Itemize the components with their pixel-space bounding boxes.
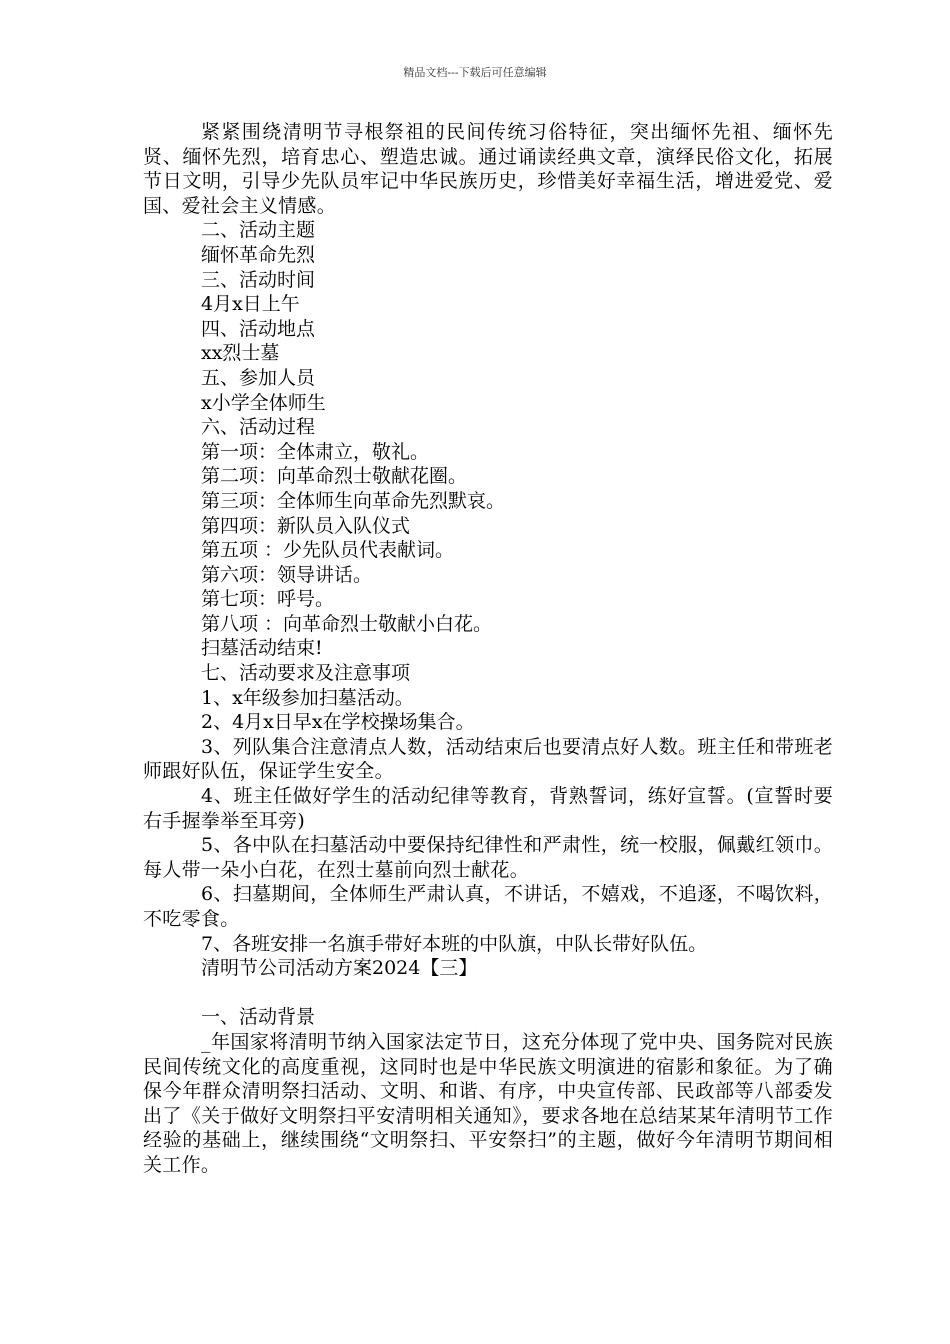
section-heading-location: 四、活动地点 <box>201 317 316 340</box>
section-heading-requirements: 七、活动要求及注意事项 <box>201 662 411 685</box>
requirement-item: 3、列队集合注意清点人数，活动结束后也要清点好人数。班主任和带班老师跟好队伍，保证学生安全。 <box>143 735 833 783</box>
blank-line <box>143 981 833 1006</box>
section-heading-process: 六、活动过程 <box>201 416 316 439</box>
intro-paragraph: 紧紧围绕清明节寻根祭祖的民间传统习俗特征，突出缅怀先祖、缅怀先贤、缅怀先烈，培育忠心、塑造忠诚。通过诵读经典文章，演绎民俗文化，拓展节日文明，引导少先队员牢记中华民族历史，珍惜美好幸福生活，增进爱党、爱国、爱社会主义情感。 <box>143 121 833 217</box>
process-item: 第二项：向革命烈士敬献花圈。 <box>201 465 468 488</box>
process-item: 第三项：全体师生向革命先烈默哀。 <box>201 489 506 512</box>
process-item: 第一项：全体肃立，敬礼。 <box>201 440 430 463</box>
requirement-item: 7、各班安排一名旗手带好本班的中队旗，中队长带好队伍。 <box>201 932 708 955</box>
requirement-item: 6、扫墓期间，全体师生严肃认真，不讲话，不嬉戏，不追逐，不喝饮料，不吃零食。 <box>143 883 833 930</box>
process-item: 第五项 ：少先队员代表献词。 <box>201 539 455 562</box>
background-paragraph: _年国家将清明节纳入国家法定节日，这充分体现了党中央、国务院对民族民间传统文化的高度重视，这同时也是中华民族文明演进的宿影和象征。为了确保今年群众清明祭扫活动、文明、和谐、有序，中央宣传部、民政部等八部委发出了《关于做好文明祭扫平安清明相关通知》，要求各地在总结某某年清明节工作经验的基础上，继续围绕“文明祭扫、平安祭扫”的主题，做好今年清明节期间相关工作。 <box>143 1030 833 1176</box>
process-item: 第四项：新队员入队仪式 <box>201 514 411 537</box>
section-heading-time: 三、活动时间 <box>201 268 316 291</box>
document-body <box>143 120 833 1178</box>
process-item: 第七项：呼号。 <box>201 588 335 611</box>
requirement-item: 4、班主任做好学生的活动纪律等教育，背熟誓词，练好宣誓。(宣誓时要右手握拳举至耳旁) <box>143 785 833 832</box>
process-item: 第六项：领导讲话。 <box>201 563 373 586</box>
page-header: 精品文档---下载后可任意编辑 <box>403 66 547 79</box>
time-text: 4月x日上午 <box>201 293 300 316</box>
theme-text: 缅怀革命先烈 <box>201 243 316 266</box>
requirement-item: 2、4月x日早x在学校操场集合。 <box>201 711 475 734</box>
plan-title: 清明节公司活动方案2024【三】 <box>201 957 478 980</box>
process-end-text: 扫墓活动结束! <box>201 637 323 660</box>
process-item: 第八项 ：向革命烈士敬献小白花。 <box>201 612 493 635</box>
section-heading-background: 一、活动背景 <box>201 1006 316 1029</box>
section-heading-theme: 二、活动主题 <box>201 219 316 242</box>
participants-text: x小学全体师生 <box>201 391 326 414</box>
requirement-item: 5、各中队在扫墓活动中要保持纪律性和严肃性，统一校服，佩戴红领巾。每人带一朵小白花，在烈士墓前向烈士献花。 <box>143 834 833 881</box>
requirement-item: 1、x年级参加扫墓活动。 <box>201 686 414 709</box>
location-text: xx烈士墓 <box>201 342 280 365</box>
section-heading-participants: 五、参加人员 <box>201 366 316 389</box>
